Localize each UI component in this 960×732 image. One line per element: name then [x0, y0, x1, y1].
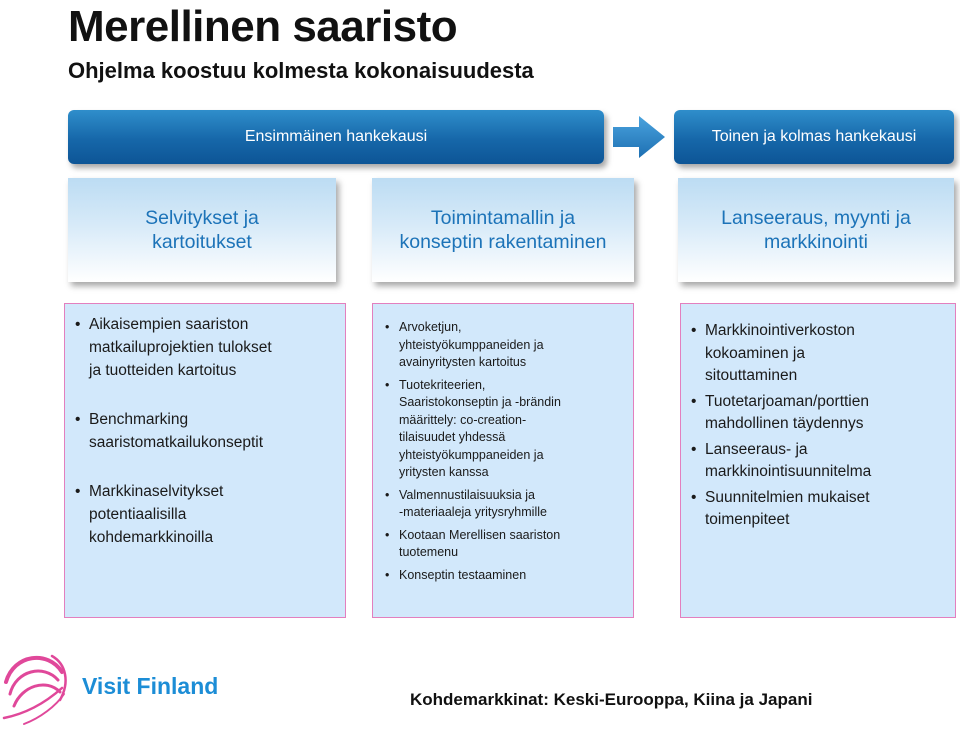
list-item-line: yhteistyökumppaneiden ja — [399, 337, 544, 352]
list-item-line: markkinointisuunnitelma — [705, 463, 872, 480]
list-item-line: määrittely: co-creation- — [399, 412, 527, 427]
target-markets-note: Kohdemarkkinat: Keski-Eurooppa, Kiina ja Japani — [410, 690, 813, 709]
list-item-line: toimenpiteet — [705, 511, 790, 528]
bullet-icon: • — [385, 377, 390, 392]
list-item — [385, 319, 625, 372]
column-content-surveys — [64, 303, 346, 618]
list-item — [385, 527, 625, 562]
header-line: Selvitykset ja — [145, 207, 259, 229]
bullet-icon: • — [75, 316, 81, 333]
column-header-surveys — [68, 178, 336, 282]
list-item — [385, 567, 625, 585]
list-item — [691, 320, 947, 388]
header-line: kartoitukset — [152, 231, 252, 253]
header-line: markkinointi — [763, 231, 869, 253]
phase-bar-second-third-period: Toinen ja kolmas hankekausi — [674, 110, 954, 164]
bullet-icon: • — [385, 567, 390, 582]
list-item-line: Suunnitelmien mukaiset — [705, 488, 870, 506]
list-item — [691, 487, 947, 532]
list-item — [691, 391, 947, 436]
bullet-icon: • — [385, 487, 390, 502]
list-item — [75, 480, 337, 549]
list-item-line: Kootaan Merellisen saariston — [399, 527, 561, 542]
list-item-line: matkailuprojektien tulokset — [89, 339, 272, 356]
visit-finland-logo — [0, 642, 230, 727]
list-item — [691, 439, 947, 484]
list-item-line: Tuotekriteerien, — [399, 377, 486, 392]
bullet-icon: • — [691, 392, 697, 410]
bullet-icon: • — [691, 488, 697, 506]
bullet-list — [373, 304, 633, 584]
list-item-line: Tuotetarjoaman/porttien — [705, 392, 869, 410]
list-item-line: mahdollinen täydennys — [705, 415, 864, 432]
column-header-operating-model — [372, 178, 634, 282]
bullet-icon: • — [385, 320, 390, 334]
phase-bar-first-period: Ensimmäinen hankekausi — [68, 110, 604, 164]
slide-subtitle: Ohjelma koostuu kolmesta kokonaisuudesta — [68, 58, 534, 83]
list-item-line: avainyritysten kartoitus — [399, 355, 527, 369]
logo-wordmark: Visit Finland — [82, 673, 219, 699]
column-content-launch — [680, 303, 956, 618]
list-item — [75, 408, 337, 454]
list-item-line: yritysten kanssa — [399, 465, 489, 479]
bullet-icon: • — [691, 322, 697, 339]
list-item-line: sitouttaminen — [705, 367, 798, 384]
slide-title: Merellinen saaristo — [68, 2, 458, 51]
bullet-list — [65, 304, 345, 549]
list-item-line: saaristomatkailukonseptit — [89, 434, 264, 451]
list-item-line: kohdemarkkinoilla — [89, 529, 214, 546]
column-header-launch — [678, 178, 954, 282]
list-item-line: Markkinaselvitykset — [89, 483, 224, 500]
list-item-line: Markkinointiverkoston — [705, 322, 855, 339]
phase-arrow-icon — [611, 114, 667, 160]
header-line: Toimintamallin ja — [430, 207, 576, 229]
list-item-line: kokoaminen ja — [705, 344, 805, 362]
bullet-icon: • — [691, 440, 697, 458]
list-item-line: yhteistyökumppaneiden ja — [399, 447, 544, 462]
bullet-icon: • — [75, 483, 81, 500]
list-item-line: Arvoketjun, — [399, 320, 462, 334]
list-item-line: Benchmarking — [89, 411, 189, 428]
column-content-operating-model — [372, 303, 634, 618]
list-item-line: Konseptin testaaminen — [399, 567, 527, 582]
list-item-line: tilaisuudet yhdessä — [399, 430, 506, 444]
list-item-line: tuotemenu — [399, 545, 459, 559]
list-item — [385, 377, 625, 482]
bullet-icon: • — [385, 527, 390, 542]
list-item-line: Saaristokonseptin ja -brändin — [399, 395, 561, 409]
list-item-line: ja tuotteiden kartoitus — [89, 362, 237, 379]
list-item-line: Aikaisempien saariston — [89, 316, 249, 333]
list-item — [75, 313, 337, 382]
list-item-line: Lanseeraus- ja — [705, 440, 808, 458]
list-item — [385, 487, 625, 522]
list-item-line: Valmennustilaisuuksia ja — [399, 487, 535, 502]
list-item-line: potentiaalisilla — [89, 506, 187, 523]
header-line: Lanseeraus, myynti ja — [721, 207, 911, 229]
header-line: konseptin rakentaminen — [399, 231, 607, 253]
list-item-line: -materiaaleja yritysryhmille — [399, 505, 547, 519]
bullet-list — [681, 304, 955, 532]
bullet-icon: • — [75, 411, 81, 428]
